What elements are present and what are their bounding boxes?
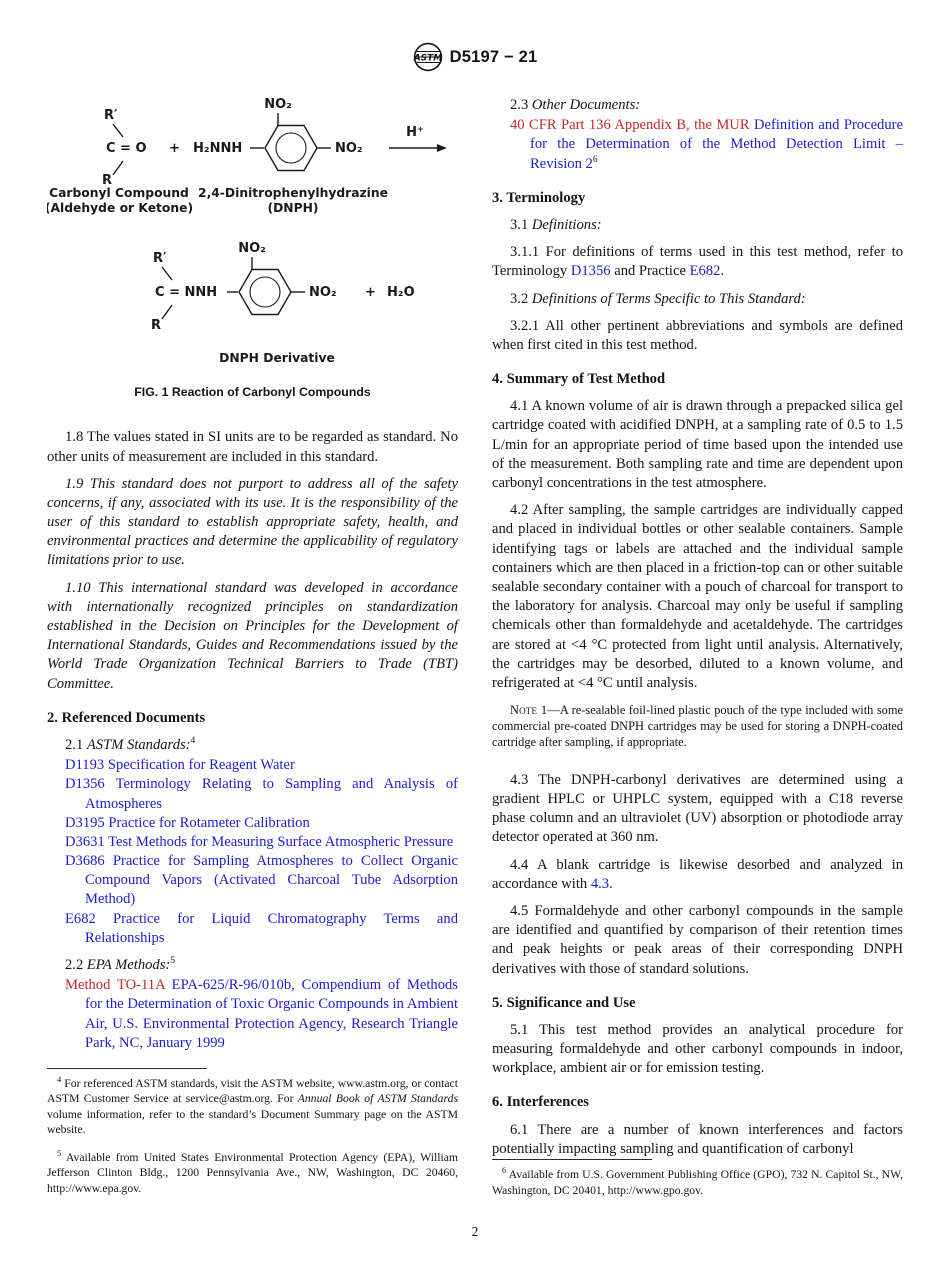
clause-number: 3.1 [510, 216, 532, 233]
footnote-6 [492, 1167, 903, 1198]
derivative-formula: C = NNH [155, 285, 218, 300]
right-footnotes [492, 1159, 903, 1216]
r-label: R [102, 173, 113, 188]
paragraph-3-1-1 [492, 243, 903, 281]
link-40-cfr-136[interactable]: 40 CFR Part 136 Appendix B, the MUR [510, 117, 750, 134]
note-1 [492, 702, 903, 750]
body-text: and Practice [610, 263, 690, 280]
reference-item [47, 814, 458, 833]
link-d1356-inline[interactable]: D1356 [570, 263, 611, 280]
clause-number: 2.3 [510, 97, 532, 113]
bond-line [162, 305, 172, 319]
catalyst-label: H⁺ [406, 125, 424, 140]
clause-title: EPA Methods: [86, 957, 171, 974]
paragraph-1-9: 1.9 This standard does not purport to address all of the safety concerns, if any, associated with its use. It is the responsibility of the user of this standard to establish appropriate safety, health, and environmental practices and determine the applicability of regulatory limitations prior to use. [47, 475, 458, 569]
footnote-ref-4[interactable]: 4 [190, 736, 196, 747]
figure-1-drawing [47, 96, 458, 374]
link-epa-compendium[interactable]: EPA-625/R-96/010b, Compendium of Methods for the Determination of Toxic Organic Compounds in Ambient Air, U.S. Environmental Protection Agency, Research Triangle Park, NC, January 1999 [85, 977, 458, 1051]
reference-item [47, 833, 458, 852]
note-text: A re-sealable foil-lined plastic pouch of the type included with some commercial pre-coated DNPH cartridges may be used for storing a DNPH-coated cartridge after sampling, if appropriate. [492, 703, 903, 750]
body-text: . [720, 263, 725, 280]
footnote-number: 6 [502, 1165, 507, 1176]
clause-number: 2.2 [65, 957, 87, 974]
clause-title: Other Documents: [531, 97, 641, 113]
clause-title: ASTM Standards: [86, 736, 191, 753]
two-column-body [47, 96, 903, 1214]
water-formula: H₂O [387, 285, 415, 300]
left-column [47, 96, 458, 1214]
paragraph-2-2 [47, 956, 458, 975]
astm-logo [413, 42, 443, 72]
paragraph-2-3 [492, 96, 903, 115]
clause-number: 2.1 [65, 736, 87, 753]
link-mdl-procedure[interactable]: Definition and Procedure for the Determination of the Method Detection Limit – Revision 2 [530, 117, 903, 172]
reactant-name: (DNPH) [267, 201, 319, 215]
note-label: Note 1— [510, 703, 560, 718]
aromatic-circle [250, 277, 280, 307]
paragraph-3-2-1: 3.2.1 All other pertinent abbreviations and symbols are defined when first cited in this test method. [492, 317, 903, 353]
footnote-text: volume information, refer to the standard’s Document Summary page on the ASTM website. [47, 1107, 458, 1137]
footnote-ref-6[interactable]: 6 [592, 154, 598, 165]
reference-item [47, 852, 458, 910]
link-clause-4-3[interactable]: 4.3 [590, 875, 610, 892]
section-2-heading: 2. Referenced Documents [47, 709, 206, 726]
no2-group: NO₂ [335, 141, 363, 156]
body-text: 3.1.1 For definitions of terms used in this test method, refer to Terminology [492, 244, 903, 280]
footnote-separator-rule [47, 1068, 207, 1069]
arrowhead [437, 144, 447, 152]
paragraph-6-1: 6.1 There are a number of known interferences and factors potentially impacting sampling and quantification of carbonyl [492, 1121, 903, 1157]
section-3-heading: 3. Terminology [492, 189, 586, 206]
reference-item [47, 756, 458, 775]
epa-methods-list [47, 976, 458, 1053]
r-prime-label: R′ [104, 108, 118, 123]
no2-group: NO₂ [238, 241, 266, 256]
plus-sign: + [365, 285, 376, 300]
section-4-heading: 4. Summary of Test Method [492, 371, 666, 388]
other-documents-list [492, 116, 903, 174]
right-column [492, 96, 903, 1214]
section-6-heading: 6. Interferences [492, 1094, 589, 1111]
benzene-ring [265, 126, 317, 171]
link-method-to-11a[interactable]: Method TO-11A [65, 977, 165, 994]
footnote-separator-rule [492, 1159, 652, 1160]
footnote-number: 5 [57, 1147, 62, 1158]
link-d1356[interactable]: D1356 Terminology Relating to Sampling and Analysis of Atmospheres [65, 776, 458, 812]
hydrazine-formula: H₂NNH [193, 141, 243, 156]
paragraph-4-2: 4.2 After sampling, the sample cartridges are individually capped and placed in individual bottles or other sealable containers. Sample identifying tags or labels are attached and the individual sample containers which are then placed in a friction-top can or other suitable sealable secondary container with a pouch of charcoal for transport to the laboratory for analysis. Charcoal may only be useful if sampling chemicals other than formaldehyde and acetaldehyde. The cartridges are stored at <4 °C protected from light until analysis. Alternatively, the cartridges may be desorbed, diluted to a known volume, and refrigerated at <4 °C until analysis. [492, 502, 903, 691]
link-d3686[interactable]: D3686 Practice for Sampling Atmospheres to Collect Organic Compound Vapors (Activated Charcoal Tube Adsorption Method) [65, 853, 458, 908]
footnote-ref-5[interactable]: 5 [170, 956, 176, 967]
paragraph-3-2 [492, 290, 903, 309]
paragraph-4-1: 4.1 A known volume of air is drawn through a prepacked silica gel cartridge coated with acidified DNPH, at a sampling rate of 0.5 to 1.5 L/min for an appropriate period of time based upon the intended use of the measurement. Both sampling rate and time are dependent upon carbonyl concentrations in the test atmosphere. [492, 398, 903, 491]
r-label: R [151, 318, 162, 333]
reactant-name: (Aldehyde or Ketone) [47, 201, 194, 215]
body-text: 4.4 A blank cartridge is likewise desorbed and analyzed in accordance with [492, 856, 903, 892]
carbonyl-formula: C = O [106, 141, 147, 156]
reference-item [47, 775, 458, 813]
link-d1193[interactable]: D1193 Specification for Reagent Water [65, 757, 295, 774]
document-header [47, 42, 903, 72]
link-e682[interactable]: E682 Practice for Liquid Chromatography Terms and Relationships [65, 910, 458, 946]
footnote-4 [47, 1073, 458, 1138]
bond-line [113, 124, 123, 137]
body-text: . [609, 875, 613, 892]
plus-sign: + [169, 141, 180, 156]
footnote-text: Available from United States Environmental Protection Agency (EPA), William Jefferson Clinton Bldg., 1200 Pennsylvania Ave., NW, Washington, DC 20460, http://www.epa.gov. [47, 1150, 458, 1195]
paragraph-4-3: 4.3 The DNPH-carbonyl derivatives are determined using a gradient HPLC or UHPLC system, equipped with a C18 reverse phase column and an ultraviolet (UV) absorption or photodiode array detector operated at 360 nm. [492, 771, 903, 846]
no2-group: NO₂ [264, 97, 292, 112]
paragraph-5-1: 5.1 This test method provides an analytical procedure for measuring formaldehyde and other carbonyl compounds in indoor, workplace, ambient air or for emission testing. [492, 1021, 903, 1077]
bond-line [113, 161, 123, 175]
footnote-number: 4 [57, 1073, 62, 1084]
left-footnotes [47, 1068, 458, 1214]
reference-item [47, 976, 458, 1053]
benzene-ring [239, 270, 291, 315]
figure-caption: FIG. 1 Reaction of Carbonyl Compounds [134, 385, 371, 400]
footnote-5 [47, 1147, 458, 1197]
clause-number: 3.2 [510, 290, 532, 307]
product-name: DNPH Derivative [219, 351, 335, 365]
astm-standards-list [47, 756, 458, 948]
reference-item [492, 116, 903, 174]
paragraph-3-1 [492, 216, 903, 235]
page-number: 2 [471, 1224, 479, 1239]
paragraph-4-5: 4.5 Formaldehyde and other carbonyl compounds in the sample are identified and quantified by comparison of their retention times and peak heights or peak areas of their corresponding DNPH derivatives with those of standard solutions. [492, 902, 903, 977]
paragraph-1-10: 1.10 This international standard was developed in accordance with internationally recognized principles on standardization established in the Decision on Principles for the Development of International Standards, Guides and Recommendations issued by the World Trade Organization Technical Barriers to Trade (TBT) Committee. [47, 579, 458, 692]
reactant-name: 2,4-Dinitrophenylhydrazine [198, 186, 388, 200]
bond-line [162, 267, 172, 280]
clause-title: Definitions of Terms Specific to This Standard: [531, 290, 806, 307]
logo-text: ASTM [413, 53, 442, 64]
paragraph-4-4 [492, 856, 903, 894]
paragraph-2-1 [47, 736, 458, 755]
figure-1 [47, 96, 458, 400]
no2-group: NO₂ [309, 285, 337, 300]
paragraph-1-8: 1.8 The values stated in SI units are to be regarded as standard. No other units of measurement are included in this standard. [47, 429, 458, 465]
standard-designation: D5197 − 21 [449, 47, 538, 66]
footnote-text: For referenced ASTM standards, visit the ASTM website, www.astm.org, or contact ASTM Customer Service at service@astm.org. For [47, 1076, 458, 1106]
aromatic-circle [276, 133, 306, 163]
footnote-text: Available from U.S. Government Publishing Office (GPO), 732 N. Capitol St., NW, Washington, DC 20401, http://www.gpo.gov. [492, 1168, 903, 1197]
section-5-heading: 5. Significance and Use [492, 994, 636, 1011]
link-d3195[interactable]: D3195 Practice for Rotameter Calibration [65, 814, 310, 831]
link-e682-inline[interactable]: E682 [689, 263, 721, 280]
reference-item [47, 910, 458, 948]
clause-title: Definitions: [531, 216, 602, 233]
r-prime-label: R′ [153, 251, 167, 266]
footnote-italic-title: Annual Book of ASTM Standards [297, 1092, 458, 1106]
link-d3631[interactable]: D3631 Test Methods for Measuring Surface Atmospheric Pressure [65, 833, 454, 850]
reactant-name: Carbonyl Compound [49, 186, 189, 200]
